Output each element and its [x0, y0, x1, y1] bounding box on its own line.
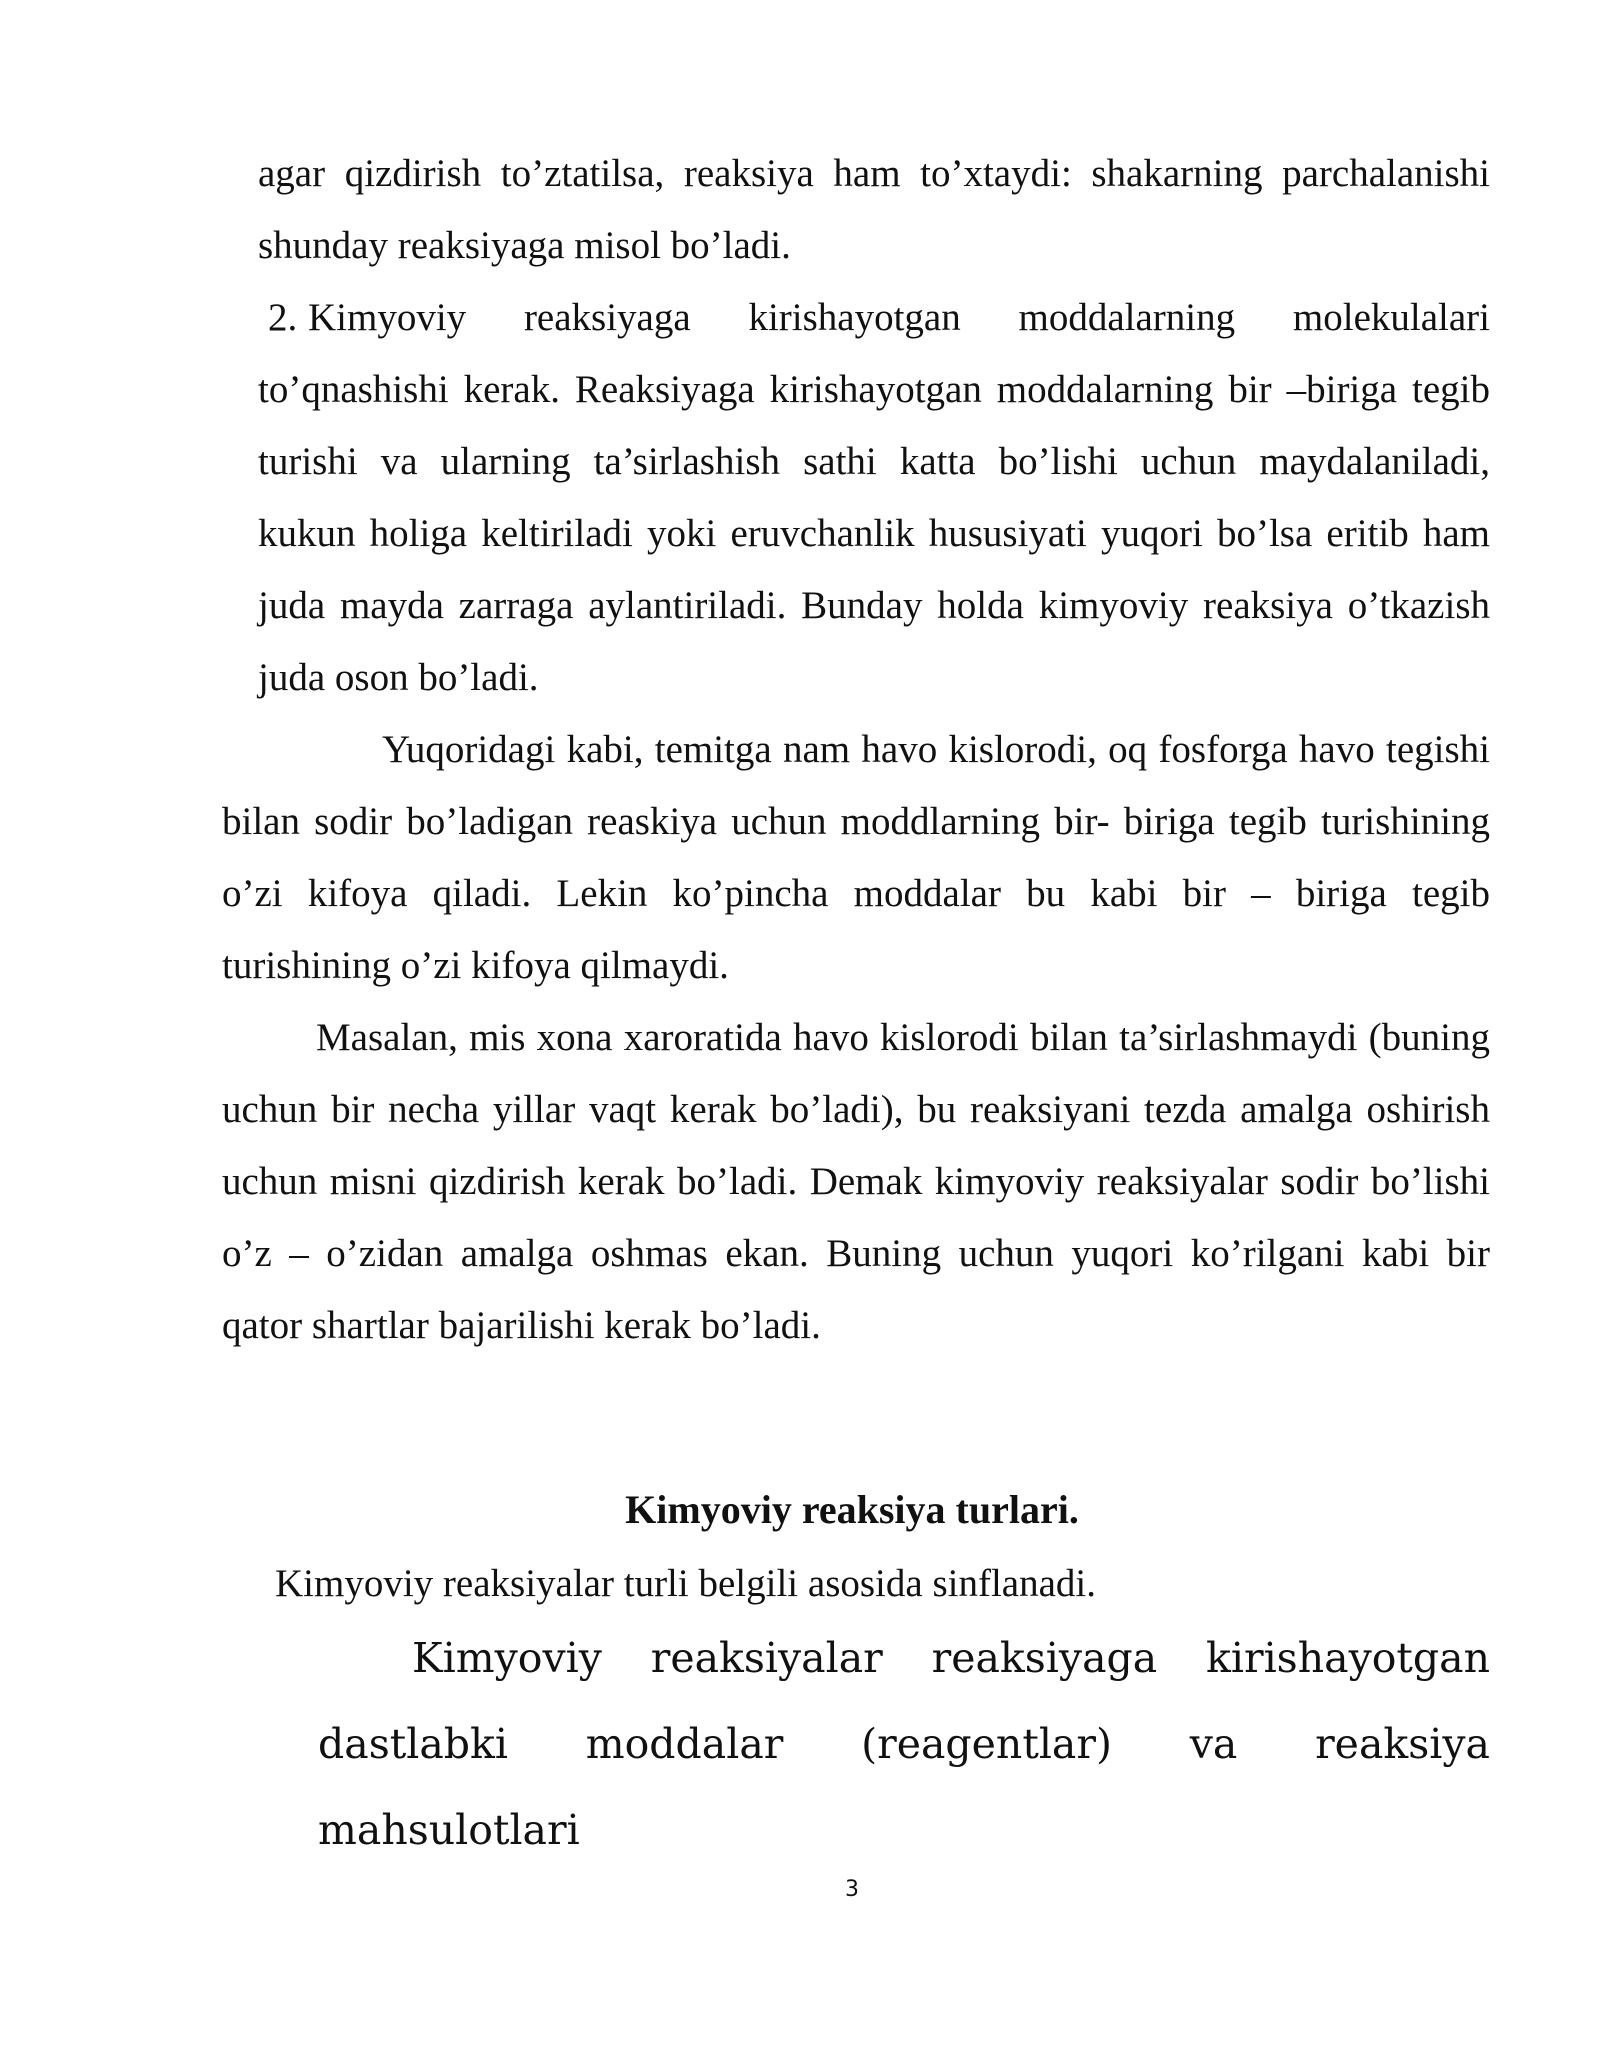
list-item-number: 2.: [268, 296, 298, 339]
body-paragraph-2: Masalan, mis xona xaroratida havo kislorodi bilan ta’sirlashmaydi (buning uchun bir necha yillar vaqt kerak bo’ladi), bu reaksiyani tezda amalga oshirish uchun misni qizdirish kerak bo’ladi. Demak kimyoviy reaksiyalar sodir bo’lishi o’z – o’zidan amalga oshmas ekan. Buning uchun yuqori ko’rilgani kabi bir qator shartlar bajarilishi kerak bo’ladi.: [222, 1016, 1490, 1347]
body-paragraph-3: Kimyoviy reaksiyalar reaksiyaga kirishayotgan dastlabki moddalar (reagentlar) va reaksiya mahsulotlari: [318, 1634, 1490, 1854]
numbered-list-item: [258, 282, 1490, 714]
body-paragraph-1: Yuqoridagi kabi, temitga nam havo kislorodi, oq fosforga havo tegishi bilan sodir bo’ladigan reaskiya uchun moddlarning bir- biriga tegib turishining o’zi kifoya qiladi. Lekin ko’pincha moddalar bu kabi bir – biriga tegib turishining o’zi kifoya qilmaydi.: [222, 728, 1490, 987]
page-number: 3: [845, 1877, 859, 1902]
list-item-text: Kimyoviy reaksiyaga kirishayotgan moddalarning molekulalari to’qnashishi kerak. Reaksiyaga kirishayotgan moddalarning bir –biriga tegib turishi va ularning ta’sirlashish sathi katta bo’lishi uchun maydalaniladi, kukun holiga keltiriladi yoki eruvchanlik hususiyati yuqori bo’lsa eritib ham juda mayda zarraga aylantiriladi. Bunday holda kimyoviy reaksiya o’tkazish juda oson bo’ladi.: [258, 296, 1490, 699]
section-heading: Kimyoviy reaksiya turlari.: [625, 1487, 1079, 1532]
section-intro: Kimyoviy reaksiyalar turli belgili asosida sinflanadi.: [275, 1562, 1096, 1605]
continuation-paragraph: agar qizdirish to’ztatilsa, reaksiya ham to’xtaydi: shakarning parchalanishi shunday reaksiyaga misol bo’ladi.: [258, 152, 1490, 267]
